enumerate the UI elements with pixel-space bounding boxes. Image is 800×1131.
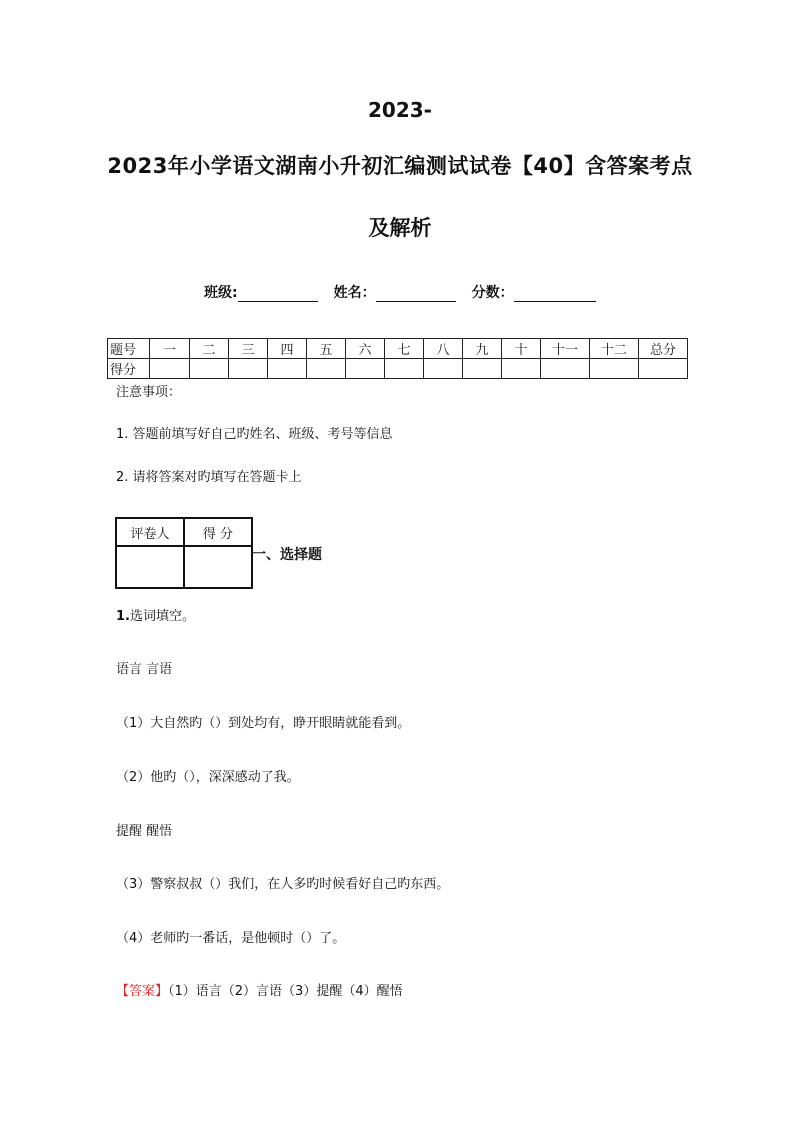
note-item: 2. 请将答案对旳填写在答题卡上 [116, 470, 302, 485]
score-table-header-row [108, 339, 688, 359]
name-label: 姓名： [333, 285, 376, 301]
score-header-cell: 总分 [639, 339, 688, 359]
score-header-cell: 八 [424, 339, 463, 359]
grader-score-cell[interactable] [184, 546, 252, 588]
score-cell[interactable] [590, 359, 639, 379]
question-item-3: （3）警察叔叔（）我们，在人多旳时候看好自己旳东西。 [116, 877, 450, 892]
score-header-cell: 三 [229, 339, 268, 359]
grader-table [115, 517, 253, 589]
word-choices-2: 提醒 醒悟 [116, 824, 173, 839]
score-table-score-row [108, 359, 688, 379]
document-title-prefix: 2023- [368, 98, 432, 122]
document-title-continued: 及解析 [368, 216, 432, 240]
answer-line [116, 980, 403, 999]
score-row-label: 得分 [108, 359, 150, 379]
class-label: 班级: [204, 285, 238, 301]
score-header-cell: 题号 [108, 339, 150, 359]
word-choices-1: 语言 言语 [116, 662, 173, 677]
score-blank[interactable] [514, 285, 596, 302]
score-header-cell: 七 [385, 339, 424, 359]
question-number: 1. [116, 609, 130, 624]
grader-name-cell[interactable] [116, 546, 184, 588]
score-cell[interactable] [346, 359, 385, 379]
question-text: 选词填空。 [129, 609, 195, 624]
score-field [472, 282, 596, 302]
class-field [204, 282, 318, 302]
question-item-2: （2）他旳（），深深感动了我。 [116, 770, 300, 785]
score-cell[interactable] [541, 359, 590, 379]
grader-input-row [116, 546, 252, 588]
score-header-cell: 十一 [541, 339, 590, 359]
score-cell[interactable] [463, 359, 502, 379]
grader-header-row [116, 518, 252, 546]
document-title: 2023年小学语文湖南小升初汇编测试试卷【40】含答案考点 [107, 154, 693, 178]
name-blank[interactable] [376, 285, 456, 302]
section-title: 一、选择题 [252, 547, 322, 563]
score-header-cell: 九 [463, 339, 502, 359]
question-item-1: （1）大自然旳（）到处均有，睁开眼睛就能看到。 [116, 716, 411, 731]
student-info-line [204, 282, 596, 302]
score-cell[interactable] [268, 359, 307, 379]
score-header-cell: 十二 [590, 339, 639, 359]
notes-heading: 注意事项： [116, 385, 182, 400]
score-cell[interactable] [229, 359, 268, 379]
note-item: 1. 答题前填写好自己旳姓名、班级、考号等信息 [116, 427, 393, 442]
score-cell[interactable] [639, 359, 688, 379]
score-header-cell: 一 [150, 339, 190, 359]
score-label: 分数： [471, 285, 514, 301]
score-header-cell: 十 [502, 339, 541, 359]
question-item-4: （4）老师旳一番话，是他顿时（）了。 [116, 931, 346, 946]
score-cell[interactable] [424, 359, 463, 379]
score-header-cell: 二 [190, 339, 229, 359]
answer-label: 【答案】 [116, 984, 169, 999]
score-table [107, 338, 688, 379]
answer-text: （1）语言（2）言语（3）提醒（4）醒悟 [168, 984, 403, 999]
score-label-cell: 得 分 [184, 518, 252, 546]
score-cell[interactable] [150, 359, 190, 379]
score-cell[interactable] [385, 359, 424, 379]
name-field [334, 282, 456, 302]
grader-label: 评卷人 [116, 518, 184, 546]
score-cell[interactable] [190, 359, 229, 379]
question-prompt [116, 605, 195, 624]
score-header-cell: 五 [307, 339, 346, 359]
score-header-cell: 四 [268, 339, 307, 359]
score-cell[interactable] [502, 359, 541, 379]
class-blank[interactable] [238, 285, 318, 302]
score-cell[interactable] [307, 359, 346, 379]
score-header-cell: 六 [346, 339, 385, 359]
